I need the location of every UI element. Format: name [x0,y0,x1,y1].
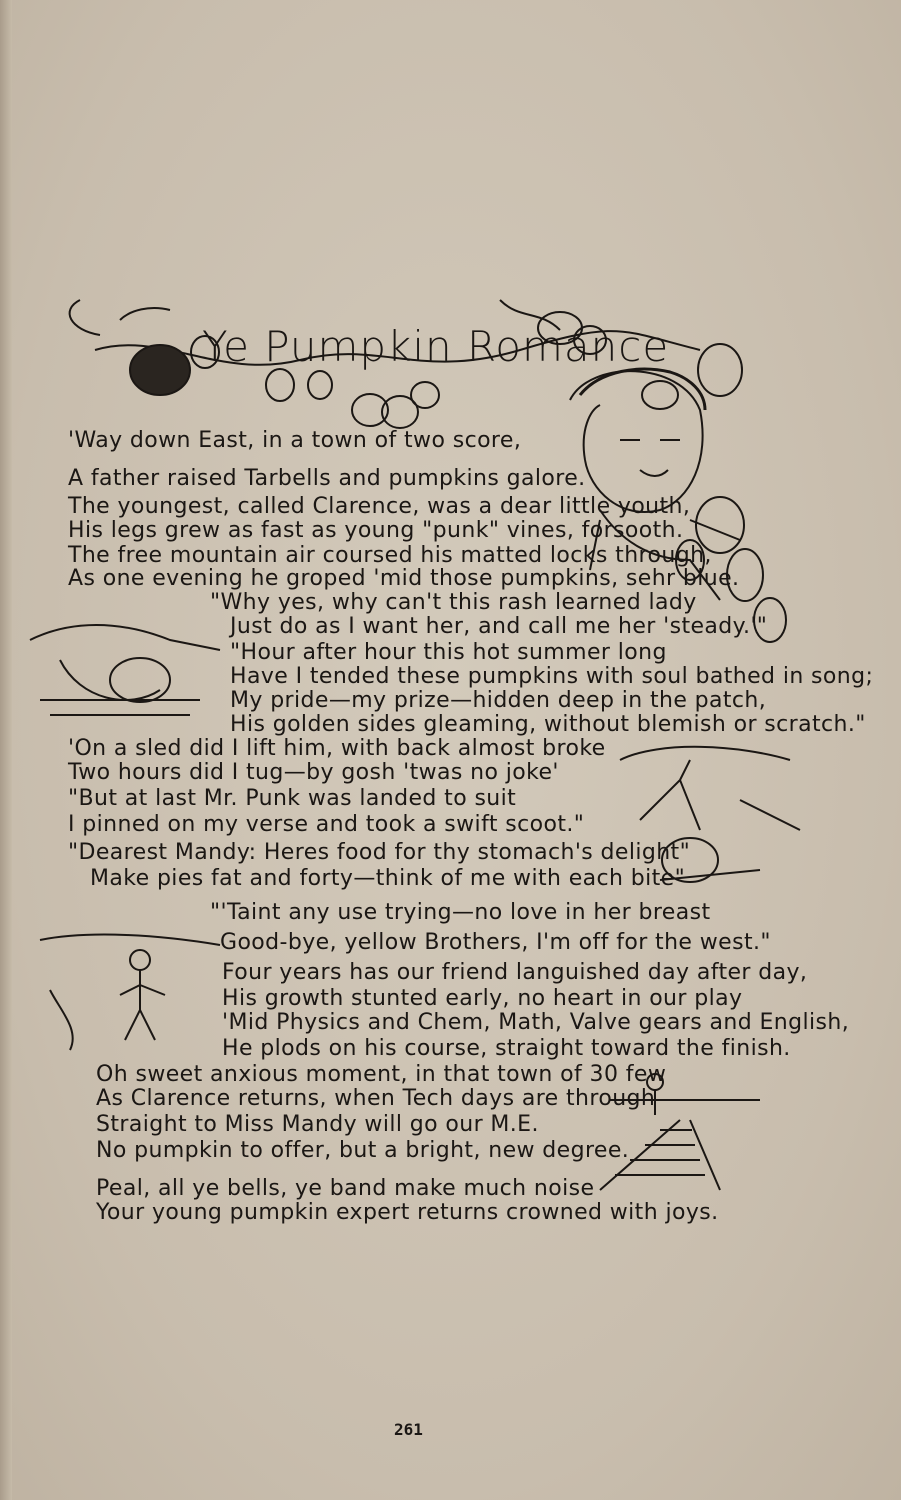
poem-line: My pride—my prize—hidden deep in the patch, [230,688,767,713]
poem-line: The free mountain air coursed his matted locks through, [68,543,712,568]
poem-line: As one evening he groped 'mid those pumpkins, sehr blue. [68,566,740,591]
poem-line: Just do as I want her, and call me her 'steady.'" [230,614,768,639]
poem-line: I pinned on my verse and took a swift scoot." [68,812,585,837]
page-title: Ye Pumpkin Romance [202,322,670,371]
poem-line: Two hours did I tug—by gosh 'twas no joke' [68,760,559,785]
poem-line: Make pies fat and forty—think of me with each bite" [90,866,686,891]
poem-line: "Dearest Mandy: Heres food for thy stomach's delight" [68,840,691,865]
poem-line: Peal, all ye bells, ye band make much noise [96,1176,595,1201]
poem-line: "Why yes, why can't this rash learned lady [210,590,697,615]
poem-line: He plods on his course, straight toward the finish. [222,1036,791,1061]
poem-line: As Clarence returns, when Tech days are through [96,1086,656,1111]
poem-line: His legs grew as fast as young "punk" vines, forsooth. [68,518,684,543]
poem-line: Have I tended these pumpkins with soul bathed in song; [230,664,874,689]
poem-line: "Hour after hour this hot summer long [230,640,667,665]
poem-line: No pumpkin to offer, but a bright, new degree. [96,1138,630,1163]
poem-line: 'On a sled did I lift him, with back almost broke [68,736,606,761]
poem-line: A father raised Tarbells and pumpkins galore. [68,466,586,491]
poem-line: Oh sweet anxious moment, in that town of 30 few [96,1062,667,1087]
poem-line: Good-bye, yellow Brothers, I'm off for the west." [220,930,771,955]
poem-line: Your young pumpkin expert returns crowned with joys. [96,1200,719,1225]
page-number: 261 [394,1420,423,1439]
poem-line: The youngest, called Clarence, was a dear little youth, [68,494,691,519]
poem-line: 'Mid Physics and Chem, Math, Valve gears and English, [222,1010,850,1035]
poem-line: His golden sides gleaming, without blemish or scratch." [230,712,866,737]
pumpkin-icon [130,345,190,395]
pumpkin-patch-illustration [30,625,220,715]
departing-traveler-illustration [40,935,220,1050]
poem-line: His growth stunted early, no heart in our play [222,986,743,1011]
poem-line: Straight to Miss Mandy will go our M.E. [96,1112,539,1137]
poem-line: "But at last Mr. Punk was landed to suit [68,786,517,811]
poem-line: "'Taint any use trying—no love in her breast [210,900,711,925]
poem-line: 'Way down East, in a town of two score, [68,428,522,453]
poem-line: Four years has our friend languished day after day, [222,960,808,985]
